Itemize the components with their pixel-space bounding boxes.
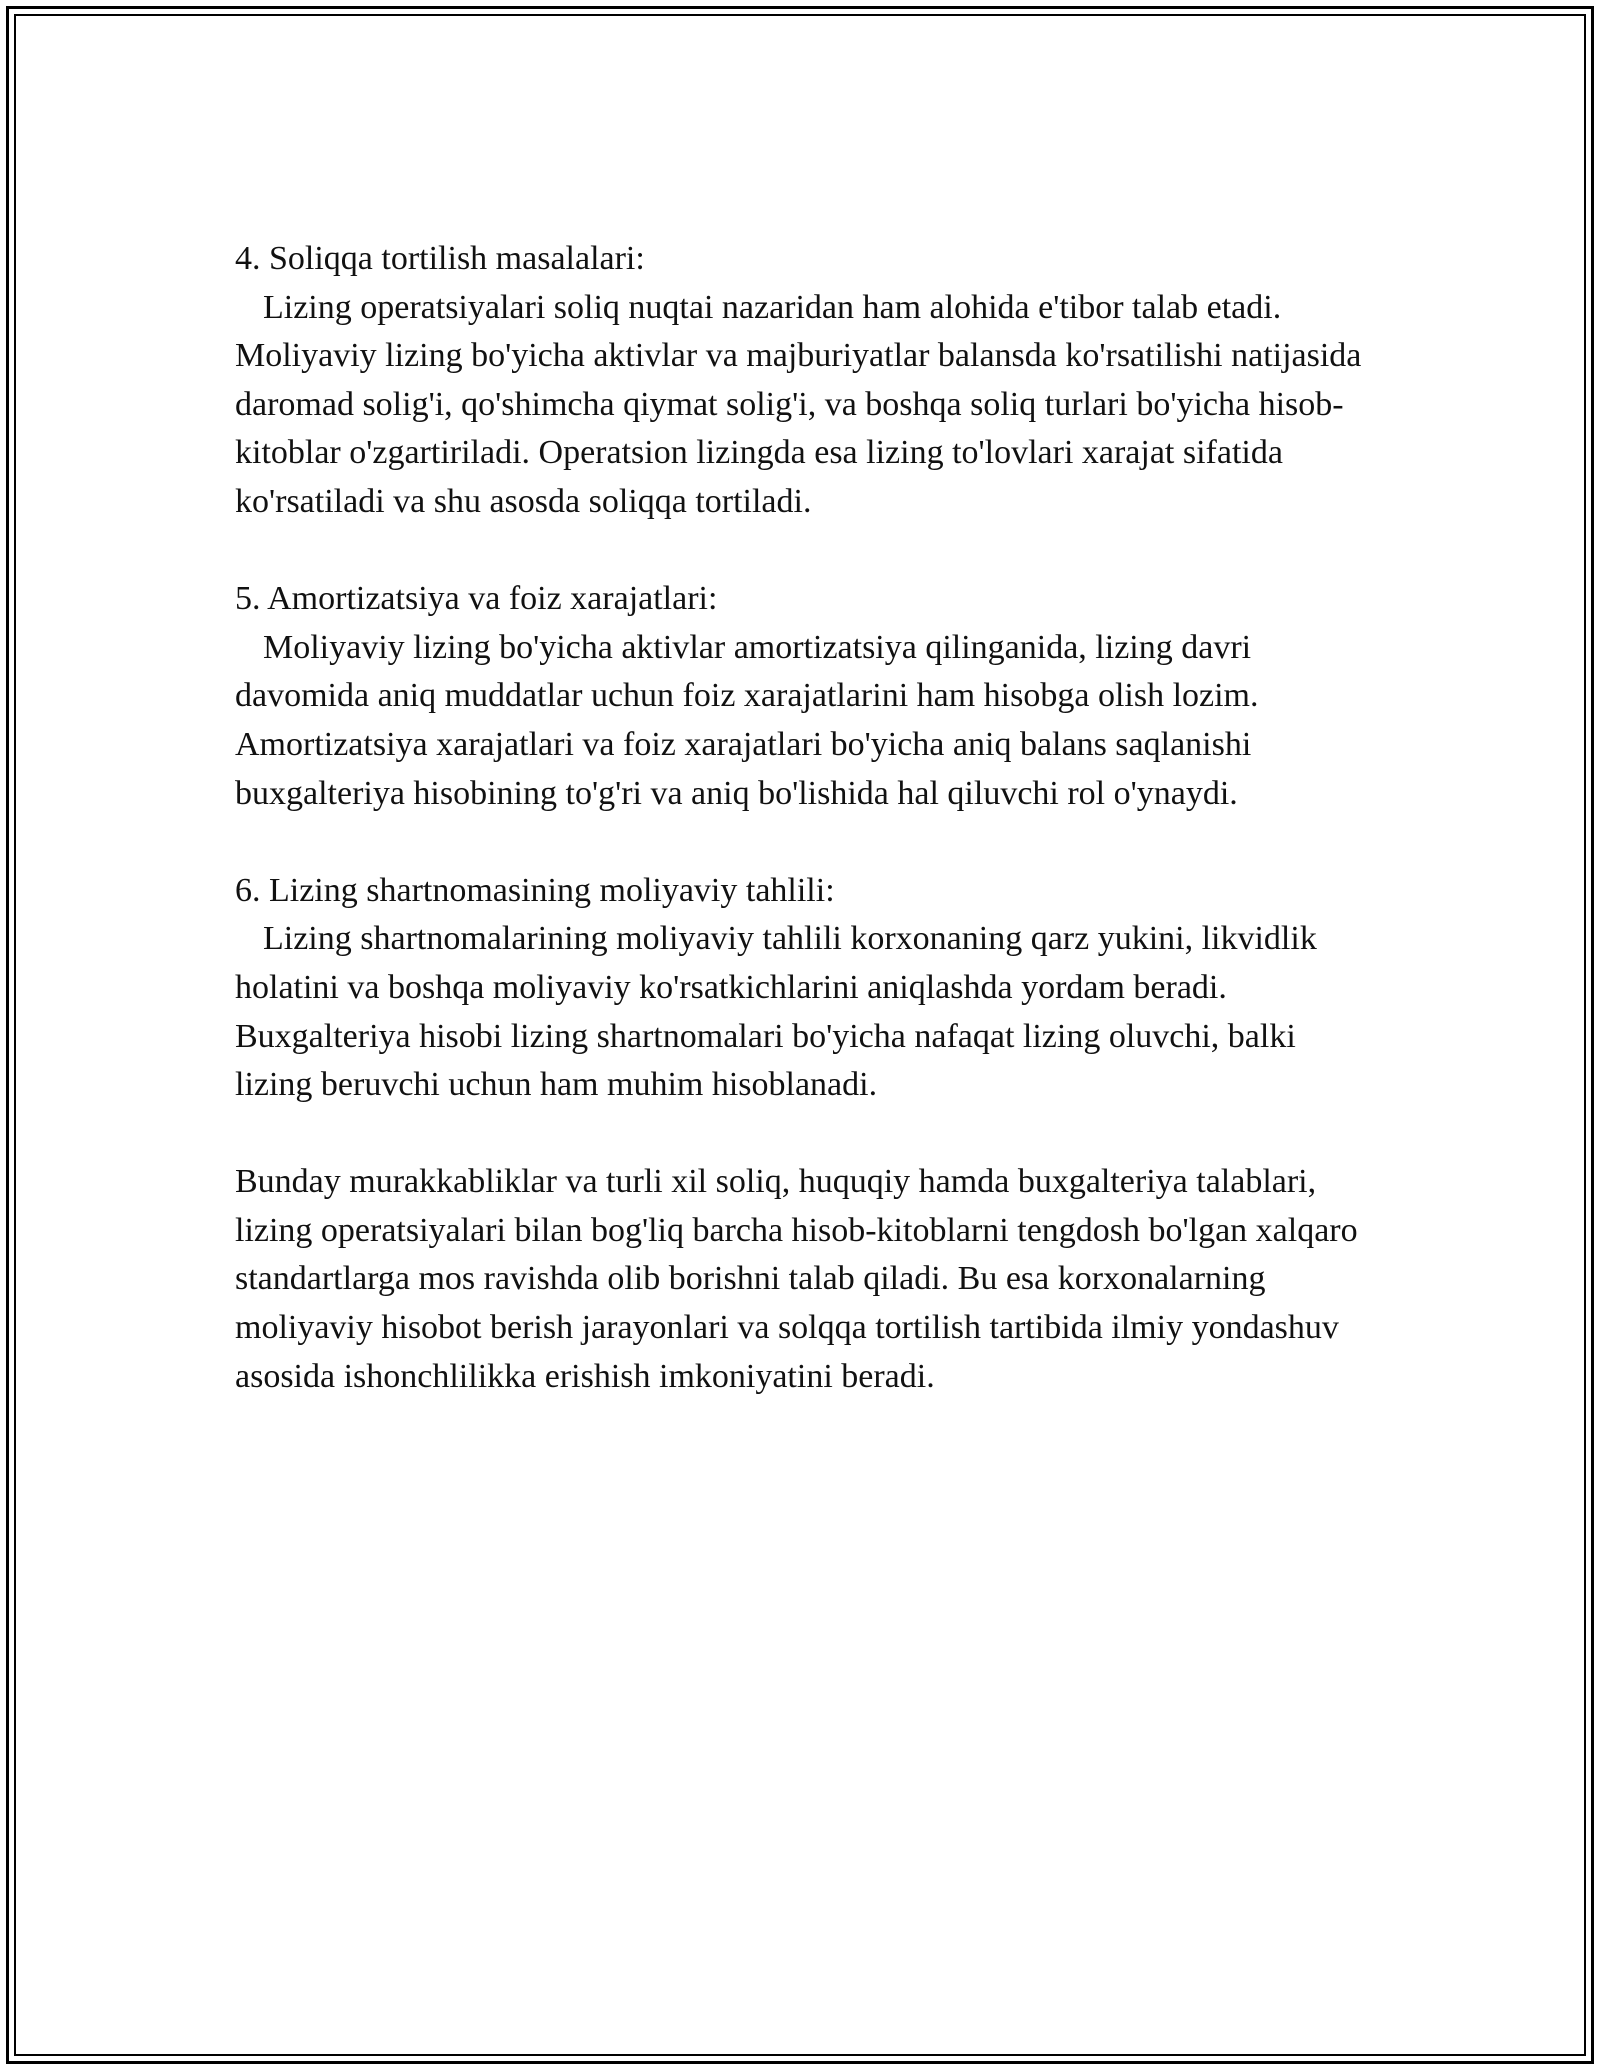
closing-paragraph: Bunday murakkabliklar va turli xil soliq, huquqiy hamda buxgalteriya talablari, lizing operatsiyalari bilan bog'liq barcha hisob-kitoblarni tengdosh bo'lgan xalqaro standartlarga mos ravishda olib borishni talab qiladi. Bu esa korxonalarning moliyaviy hisobot berish jarayonlari va solqqa tortilish tartibida ilmiy yondashuv asosida ishonchlilikka erishish imkoniyatini beradi.: [235, 1163, 1358, 1395]
section-heading: 6. Lizing shartnomasining moliyaviy tahlili:: [235, 871, 835, 909]
section-financial-analysis: [235, 867, 1375, 1110]
section-tax-issues: [235, 235, 1375, 527]
section-heading: 4. Soliqqa tortilish masalalari:: [235, 240, 645, 277]
section-paragraph: Moliyaviy lizing bo'yicha aktivlar amortizatsiya qilinganida, lizing davri davomida aniq muddatlar uchun foiz xarajatlarini ham hisobga olish lozim. Amortizatsiya xarajatlari va foiz xarajatlari bo'yicha aniq balans saqlanishi buxgalteriya hisobining to'g'ri va aniq bo'lishida hal qiluvchi rol o'ynaydi.: [235, 628, 1259, 812]
section-amortization: [235, 575, 1375, 818]
section-heading: 5. Amortizatsiya va foiz xarajatlari:: [235, 580, 718, 618]
section-paragraph: Lizing operatsiyalari soliq nuqtai nazaridan ham alohida e'tibor talab etadi. Moliyaviy lizing bo'yicha aktivlar va majburiyatlar balansda ko'rsatilishi natijasida daromad solig'i, qo'shimcha qiymat solig'i, va boshqa soliq turlari bo'yicha hisob-kitoblar o'zgartiriladi. Operatsion lizingda esa lizing to'lovlari xarajat sifatida ko'rsatiladi va shu asosda soliqqa tortiladi.: [235, 288, 1362, 520]
document-text: [235, 235, 1375, 1401]
section-paragraph: Lizing shartnomalarining moliyaviy tahlili korxonaning qarz yukini, likvidlik holatini va boshqa moliyaviy ko'rsatkichlarini aniqlashda yordam beradi. Buxgalteriya hisobi lizing shartnomalari bo'yicha nafaqat lizing oluvchi, balki lizing beruvchi uchun ham muhim hisoblanadi.: [235, 920, 1317, 1104]
